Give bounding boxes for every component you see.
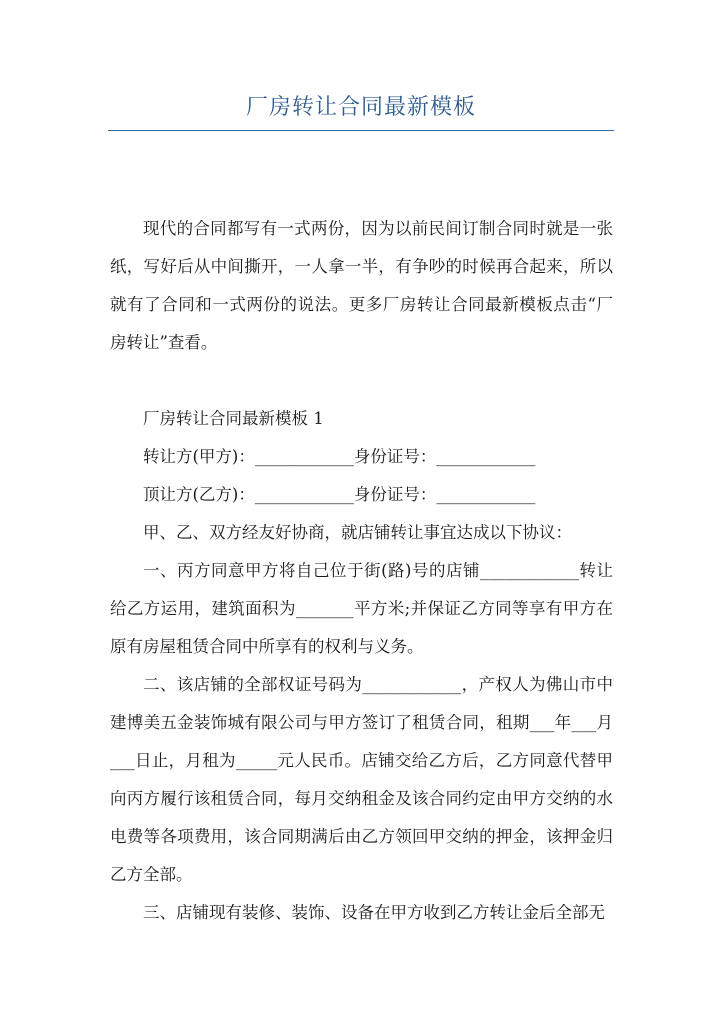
clause-2: 二、该店铺的全部权证号码为____________，产权人为佛山市中建博美五金装饰城有限公司与甲方签订了租赁合同，租期___年___月___日止，月租为_____元人民币。店铺交给乙方后，乙方同意代替甲向丙方履行该租赁合同，每月交纳租金及该合同约定由甲方交纳的水电费等各项费用，该合同期满后由乙方领回甲交纳的押金，该押金归乙方全部。 bbox=[110, 675, 613, 884]
section-heading: 厂房转让合同最新模板 1 bbox=[143, 409, 324, 428]
agreement-intro: 甲、乙、双方经友好协商，就店铺转让事宜达成以下协议： bbox=[143, 523, 572, 542]
document-body bbox=[110, 210, 613, 932]
title-divider bbox=[108, 130, 614, 131]
clause-1: 一、丙方同意甲方将自己位于街(路)号的店铺____________转让给乙方运用，建筑面积为_______平方米;并保证乙方同等享有甲方在原有房屋租赁合同中所享有的权利与义务。 bbox=[110, 561, 613, 656]
transferee-line: 顶让方(乙方)：____________身份证号：____________ bbox=[143, 485, 536, 504]
intro-paragraph: 现代的合同都写有一式两份，因为以前民间订制合同时就是一张纸，写好后从中间撕开，一人拿一半，有争吵的时候再合起来，所以就有了合同和一式两份的说法。更多厂房转让合同最新模板点击“厂房转让”查看。 bbox=[110, 219, 613, 352]
transferor-line: 转让方(甲方)：____________身份证号：____________ bbox=[143, 447, 536, 466]
paragraph-spacer bbox=[110, 362, 613, 400]
clause-3: 三、店铺现有装修、装饰、设备在甲方收到乙方转让金后全部无 bbox=[143, 903, 605, 922]
document-title: 厂房转让合同最新模板 bbox=[245, 95, 476, 120]
